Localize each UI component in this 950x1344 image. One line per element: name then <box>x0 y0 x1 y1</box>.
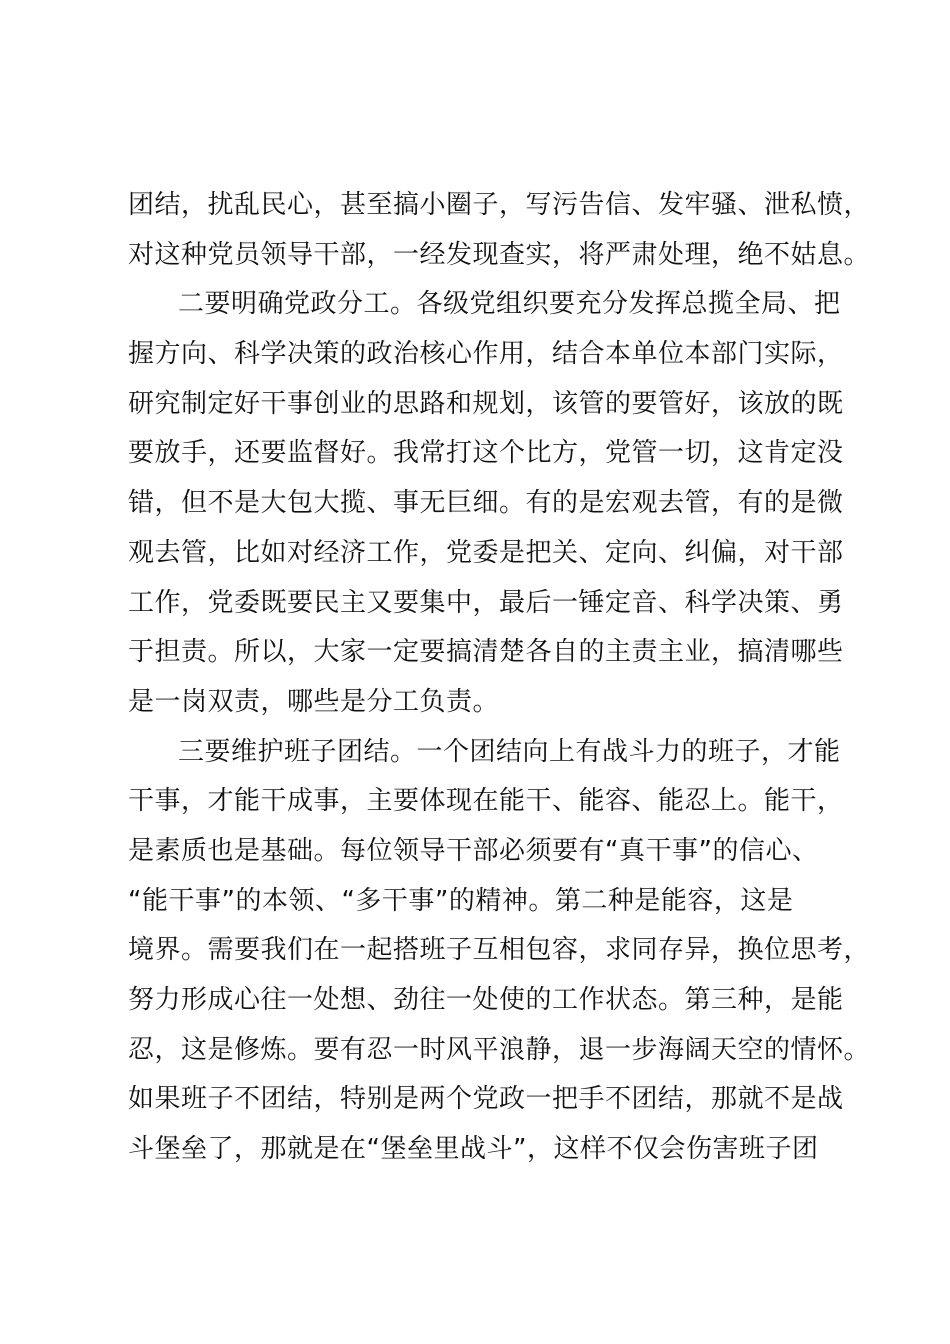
text-line-18: 忍，这是修炼。要有忍一时风平浪静，退一步海阔天空的情怀。 <box>128 1034 871 1065</box>
text-line-13: 干事，才能干成事，主要体现在能干、能容、能忍上。能干， <box>128 786 844 817</box>
text-line-9: 工作，党委既要民主又要集中，最后一锤定音、科学决策、勇 <box>128 587 844 618</box>
text-line-11: 是一岗双责，哪些是分工负责。 <box>128 686 500 717</box>
text-line-4: 握方向、科学决策的政治核心作用，结合本单位本部门实际， <box>128 339 844 370</box>
text-line-20: 斗堡垒了，那就是在“堡垒里战斗”，这样不仅会伤害班子团 <box>128 1134 819 1165</box>
text-line-6: 要放手，还要监督好。我常打这个比方，党管一切，这肯定没 <box>128 438 844 469</box>
text-line-3: 二要明确党政分工。各级党组织要充分发挥总揽全局、把 <box>178 289 841 320</box>
text-line-1: 团结，扰乱民心，甚至搞小圈子，写污告信、发牢骚、泄私愤， <box>128 190 871 220</box>
text-line-15: “能干事”的本领、“多干事”的精神。第二种是能容，这是 <box>128 885 794 916</box>
text-line-12: 三要维护班子团结。一个团结向上有战斗力的班子，才能 <box>178 736 841 767</box>
text-line-8: 观去管，比如对经济工作，党委是把关、定向、纠偏，对干部 <box>128 537 844 568</box>
text-line-2: 对这种党员领导干部，一经发现查实，将严肃处理，绝不姑息。 <box>128 239 871 270</box>
text-line-7: 错，但不是大包大揽、事无巨细。有的是宏观去管，有的是微 <box>128 488 844 519</box>
text-line-16: 境界。需要我们在一起搭班子互相包容，求同存异，换位思考， <box>128 935 871 966</box>
text-line-10: 于担责。所以，大家一定要搞清楚各自的主责主业，搞清哪些 <box>128 637 844 668</box>
text-line-19: 如果班子不团结，特别是两个党政一把手不团结，那就不是战 <box>128 1084 844 1115</box>
text-line-14: 是素质也是基础。每位领导干部必须要有“真干事”的信心、 <box>128 835 819 866</box>
text-line-17: 努力形成心往一处想、劲往一处使的工作状态。第三种，是能 <box>128 985 844 1015</box>
body-text <box>128 181 871 1175</box>
text-line-5: 研究制定好干事创业的思路和规划，该管的要管好，该放的既 <box>128 388 844 419</box>
